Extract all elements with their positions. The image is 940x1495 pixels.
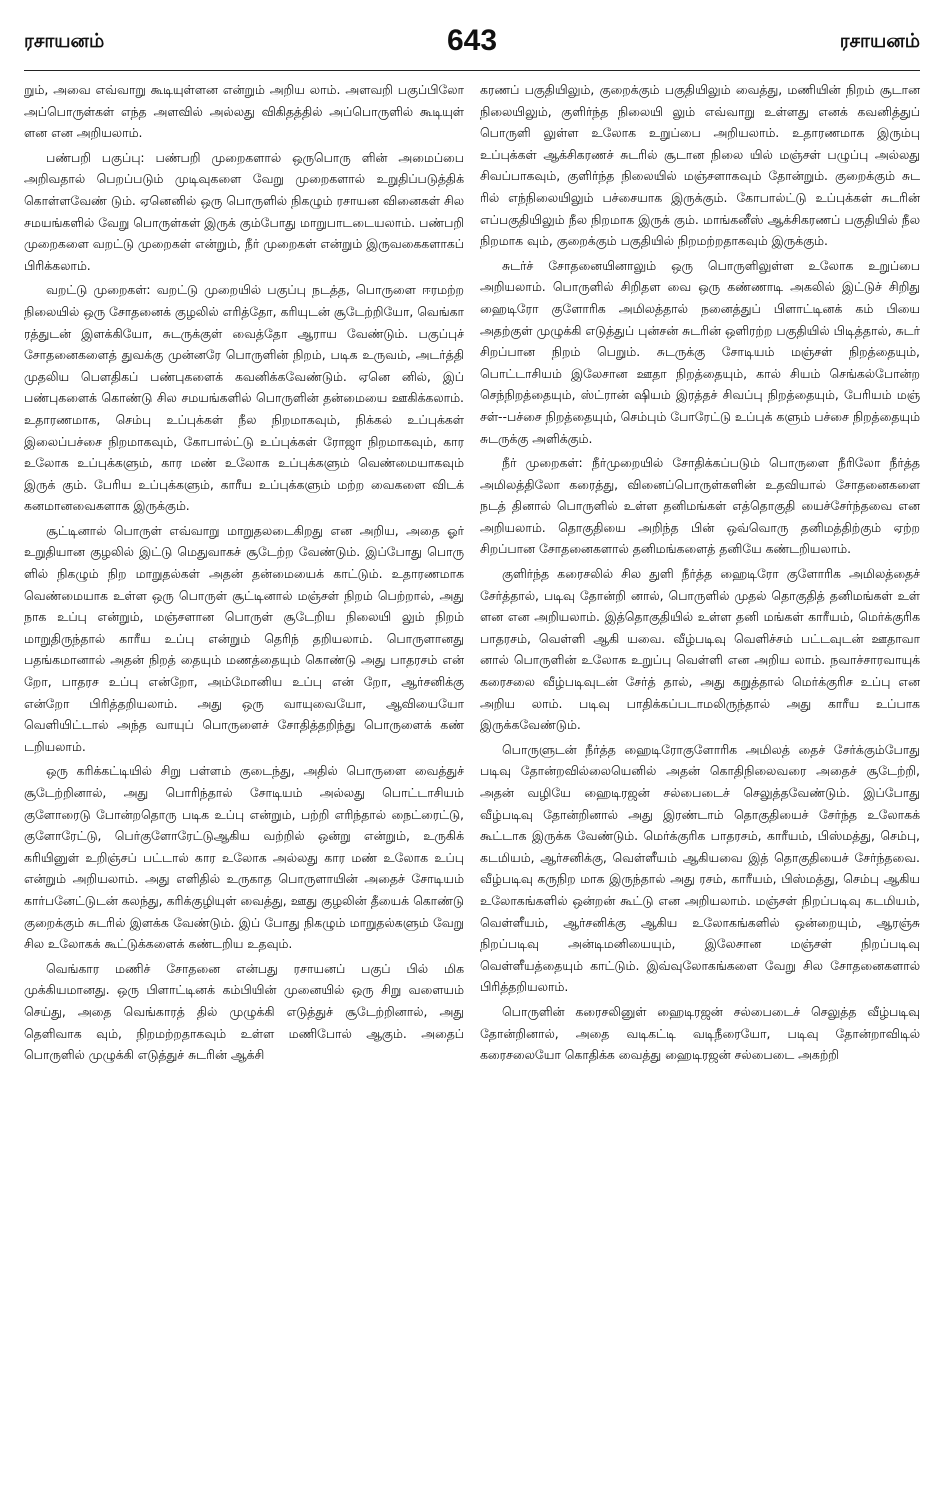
paragraph: கரணப் பகுதியிலும், குறைக்கும் பகுதியிலும் வைத்து, மணியின் நிறம் சூடான நிலையிலும், குளிர்ந்த நிலையி லும் எவ்வாறு உள்ளது எனக் கவனித்துப் பொருளி லுள்ள உலோக உறுப்பை அறியலாம். உதாரணமாக இரும்பு உப்புக்கள் ஆக்சிகரணச் சுடரில் சூடான நிலை யில் மஞ்சள் பழுப்பு அல்லது சிவப்பாகவும், குளிர்ந்த நிலையில் மஞ்சளாகவும் தோன்றும். குறைக்கும் சுட ரில் எந்நிலையிலும் பச்சையாக இருக்கும். கோபால்ட்டு உப்புக்கள் சுடரின் எப்பகுதியிலும் நீல நிறமாக இருக் கும். மாங்கனீஸ் ஆக்சிகரணப் பகுதியில் நீல நிறமாக வும், குறைக்கும் பகுதியில் நிறமற்றதாகவும் இருக்கும். (480, 82, 920, 249)
right-column (480, 79, 920, 1069)
paragraph: குளிர்ந்த கரைசலில் சில துளி நீர்த்த ஹைடிரோ குளோரிக அமிலத்தைச் சேர்த்தால், படிவு தோன்றி னால், பொருளில் முதல் தொகுதித் தனிமங்கள் உள் ளன என அறியலாம். இத்தொகுதியில் உள்ள தனி மங்கள் காரீயம், மெர்க்குரிக பாதரசம், வெள்ளி ஆகி யவை. வீழ்படிவு வெளிச்சம் பட்டவுடன் ஊதாவா னால் பொருளின் உலோக உறுப்பு வெள்ளி என அறிய லாம். நவாச்சாரவாயுக் கரைசலை வீழ்படிவுடன் சேர்த் தால், அது கறுத்தால் மெர்க்குரிச உப்பு என அறிய லாம். படிவு பாதிக்கப்படாமலிருந்தால் அது காரீய உப்பாக இருக்கவேண்டும். (480, 566, 920, 733)
paragraph: றும், அவை எவ்வாறு கூடியுள்ளன என்றும் அறிய லாம். அளவறி பகுப்பிலோ அப்பொருள்கள் எந்த அளவில் அல்லது விகிதத்தில் அப்பொருளில் கூடியுள் ளன என அறியலாம். (24, 82, 464, 141)
left-column (24, 79, 464, 1069)
paragraph: பண்பறி பகுப்பு: பண்பறி முறைகளால் ஒருபொரு ளின் அமைப்பை அறிவதால் பெறப்படும் முடிவுகளை வேறு முறைகளால் உறுதிப்படுத்திக் கொள்ளவேண் டும். ஏனெனில் ஒரு பொருளில் நிகழும் ரசாயன வினைகள் சில சமயங்களில் வேறு பொருள்கள் இருக் கும்போது மாறுபாடடையலாம். பண்பறி முறைகளை வறட்டு முறைகள் என்றும், நீர் முறைகள் என்றும் இருவகைகளாகப் பிரிக்கலாம். (24, 149, 464, 273)
paragraph: வறட்டு முறைகள்: வறட்டு முறையில் பகுப்பு நடத்த, பொருளை ஈரமற்ற நிலையில் ஒரு சோதனைக் குழலில் எரித்தோ, கரியுடன் சூடேற்றியோ, வெங்கா ரத்துடன் இளக்கியோ, சுடருக்குள் வைத்தோ ஆராய வேண்டும். பகுப்புச் சோதனைகளைத் துவக்கு முன்னரே பொருளின் நிறம், படிக உருவம், அடர்த்தி முதலிய பௌதிகப் பண்புகளைக் கவனிக்கவேண்டும். ஏனெ னில், இப் பண்புகளைக் கொண்டு சில சமயங்களில் பொருளின் தன்மையை ஊகிக்கலாம். உதாரணமாக, செம்பு உப்புக்கள் நீல நிறமாகவும், நிக்கல் உப்புக்கள் இலைப்பச்சை நிறமாகவும், கோபால்ட்டு உப்புக்கள் ரோஜா நிறமாகவும், கார உலோக உப்புக்களும், கார மண் உலோக உப்புக்களும் வெண்மையாகவும் இருக் கும். பேரிய உப்புக்களும், காரீய உப்புக்களும் மற்ற வைகளை விடக் கனமானவைகளாக இருக்கும். (24, 282, 464, 514)
page-number: 643 (446, 24, 498, 57)
paragraph: சுடர்ச் சோதனையினாலும் ஒரு பொருளிலுள்ள உலோக உறுப்பை அறியலாம். பொருளில் சிறிதள வை ஒரு கண்ணாடி அகலில் இட்டுச் சிறிது ஹைடிரோ குளோரிக அமிலத்தால் நனைத்துப் பிளாட்டினக் கம் பியை அதற்குள் முழுக்கி எடுத்துப் புன்சன் சுடரின் ஒளிரற்ற பகுதியில் பிடித்தால், சுடர் சிறப்பான நிறம் பெறும். சுடருக்கு சோடியம் மஞ்சள் நிறத்தையும், பொட்டாசியம் இலேசான ஊதா நிறத்தையும், கால் சியம் செங்கல்போன்ற செந்நிறத்தையும், ஸ்ட்ரான் ஷியம் இரத்தச் சிவப்பு நிறத்தையும், பேரியம் மஞ் சள்--பச்சை நிறத்தையும், செம்பும் போரேட்டு உப்புக் களும் பச்சை நிறத்தையும் சுடருக்கு அளிக்கும். (480, 257, 920, 446)
paragraph: பொருளின் கரைசலினுள் ஹைடிரஜன் சல்பைடைச் செலுத்த வீழ்படிவு தோன்றினால், அதை வடிகட்டி வடிநீரையோ, படிவு தோன்றாவிடில் கரைசலையோ கொதிக்க வைத்து ஹைடிரஜன் சல்பைடை அகற்றி (480, 1003, 920, 1063)
running-head-right: ரசாயனம் (839, 30, 920, 52)
paragraph: நீர் முறைகள்: நீர்முறையில் சோதிக்கப்படும் பொருளை நீரிலோ நீர்த்த அமிலத்திலோ கரைத்து, வினைப்பொருள்களின் உதவியால் சோதனைகளை நடத் தினால் பொருளில் உள்ள தனிமங்கள் எத்தொகுதி யைச்சேர்ந்தவை என அறியலாம். தொகுதியை அறிந்த பின் ஒவ்வொரு தனிமத்திற்கும் ஏற்ற சிறப்பான சோதனைகளால் தனிமங்களைத் தனியே கண்டறியலாம். (480, 455, 920, 557)
paragraph: ஒரு கரிக்கட்டியில் சிறு பள்ளம் குடைந்து, அதில் பொருளை வைத்துச் சூடேற்றினால், அது பொரிந்தால் சோடியம் அல்லது பொட்டாசியம் குளோரைடு போன்றதொரு படிக உப்பு என்றும், பற்றி எரிந்தால் நைட்ரைட்டு, குளோரேட்டு, பெர்குளோரேட்டுஆகிய வற்றில் ஒன்று என்றும், உருகிக் கரியினுள் உறிஞ்சப் பட்டால் கார உலோக அல்லது கார மண் உலோக உப்பு என்றும் அறியலாம். அது எளிதில் உருகாத பொருளாயின் அதைச் சோடியம் கார்பனேட்டுடன் கலந்து, கரிக்குழியுள் வைத்து, ஊது குழலின் தீயைக் கொண்டு குறைக்கும் சுடரில் இளக்க வேண்டும். இப் போது நிகழும் மாறுதல்களும் வேறு சில உலோகக் கூட்டுக்களைக் கண்டறிய உதவும். (24, 763, 464, 952)
paragraph: சூட்டினால் பொருள் எவ்வாறு மாறுதலடைகிறது என அறிய, அதை ஓர் உறுதியான குழலில் இட்டு மெதுவாகச் சூடேற்ற வேண்டும். இப்போது பொரு ளில் நிகழும் நிற மாறுதல்கள் அதன் தன்மையைக் காட்டும். உதாரணமாக வெண்மையாக உள்ள ஒரு பொருள் சூட்டினால் மஞ்சள் நிறம் பெற்றால், அது நாக உப்பு என்றும், மஞ்சளான பொருள் சூடேறிய நிலையி லும் நிறம் மாறுதிருந்தால் காரீய உப்பு என்றும் தெரிந் தறியலாம். பொருளானது பதங்கமானால் அதன் நிறத் தையும் மணத்தையும் கொண்டு அது பாதரசம் என் றோ, பாதரச உப்பு என்றோ, அம்மோனிய உப்பு என் றோ, ஆர்சனிக்கு என்றோ பிரித்தறியலாம். அது ஒரு வாயுவையோ, ஆவியையோ வெளியிட்டால் அந்த வாயுப் பொருளைச் சோதித்தறிந்து பொருளைக் கண் டறியலாம். (24, 522, 464, 754)
running-head-left: ரசாயனம் (24, 30, 105, 52)
paragraph: பொருளுடன் நீர்த்த ஹைடிரோகுளோரிக அமிலத் தைச் சேர்க்கும்போது படிவு தோன்றவில்லையெனில் அதன் கொதிநிலைவரை அதைச் சூடேற்றி, அதன் வழியே ஹைடிரஜன் சல்பைடைச் செலுத்தவேண்டும். இப்போது வீழ்படிவு தோன்றினால் அது இரண்டாம் தொகுதியைச் சேர்ந்த உலோகக் கூட்டாக இருக்க வேண்டும். மெர்க்குரிக பாதரசம், காரீயம், பிஸ்மத்து, செம்பு, கடமியம், ஆர்சனிக்கு, வெள்ளீயம் ஆகியவை இத் தொகுதியைச் சேர்ந்தவை. வீழ்படிவு கருநிற மாக இருந்தால் அது ரசம், காரீயம், பிஸ்மத்து, செம்பு ஆகிய உலோகங்களில் ஒன்றன் கூட்டு என அறியலாம். மஞ்சள் நிறப்படிவு கடமியம், வெள்ளீயம், ஆர்சனிக்கு ஆகிய உலோகங்களில் ஒன்றையும், ஆரஞ்சு நிறப்படிவு அன்டிமனியையும், இலேசான மஞ்சள் நிறப்படிவு வெள்ளீயத்தையும் காட்டும். இவ்வுலோகங்களை வேறு சில சோதனைகளால் பிரித்தறியலாம். (480, 741, 920, 995)
text-columns (24, 79, 920, 1069)
paragraph: வெங்கார மணிச் சோதனை என்பது ரசாயனப் பகுப் பில் மிக முக்கியமானது. ஒரு பிளாட்டினக் கம்பியின் முனையில் ஒரு சிறு வளையம் செய்து, அதை வெங்காரத் தில் முழுக்கி எடுத்துச் சூடேற்றினால், அது தெளிவாக வும், நிறமற்றதாகவும் உள்ள மணிபோல் ஆகும். அதைப் பொருளில் முழுக்கி எடுத்துச் சுடரின் ஆக்சி (24, 960, 464, 1063)
page-header (24, 24, 920, 71)
